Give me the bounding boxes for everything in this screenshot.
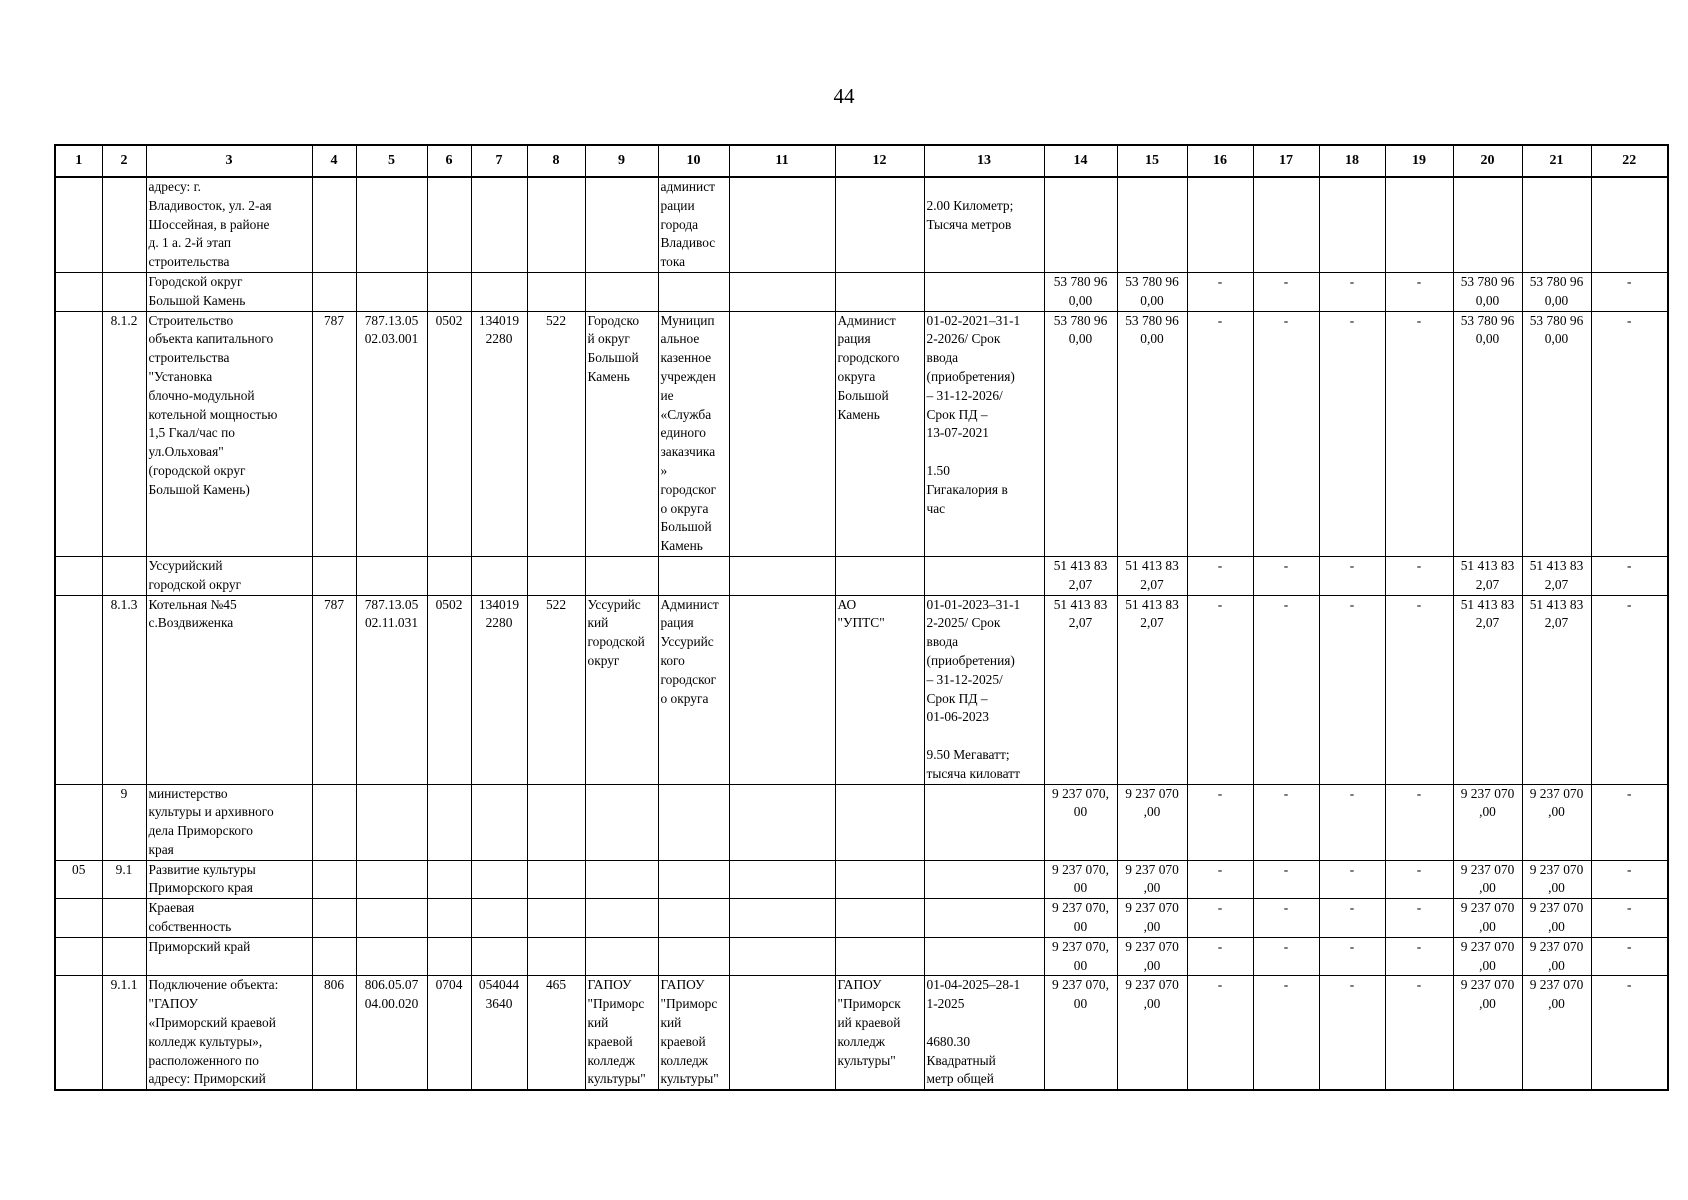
table-cell bbox=[585, 556, 658, 595]
table-cell bbox=[55, 784, 102, 860]
table-cell: - bbox=[1591, 311, 1668, 556]
table-cell: 9 237 070 ,00 bbox=[1117, 937, 1187, 976]
table-cell bbox=[729, 595, 835, 784]
table-cell: ГАПОУ "Приморс кий краевой колледж культуры" bbox=[658, 976, 729, 1090]
header-row bbox=[55, 145, 1668, 177]
table-cell bbox=[1319, 177, 1385, 272]
table-cell: - bbox=[1187, 311, 1253, 556]
table-cell bbox=[658, 784, 729, 860]
table-cell: 9 237 070 ,00 bbox=[1117, 899, 1187, 938]
table-cell: Краевая собственность bbox=[146, 899, 312, 938]
table-cell: Приморский край bbox=[146, 937, 312, 976]
table-cell: - bbox=[1253, 556, 1319, 595]
table-cell bbox=[835, 556, 924, 595]
table-row bbox=[55, 595, 1668, 784]
table-cell bbox=[1591, 177, 1668, 272]
table-cell bbox=[729, 937, 835, 976]
table-cell: - bbox=[1253, 595, 1319, 784]
table-cell: - bbox=[1319, 556, 1385, 595]
table-cell bbox=[729, 556, 835, 595]
table-cell: 9 237 070, 00 bbox=[1044, 937, 1117, 976]
table-cell: 53 780 96 0,00 bbox=[1117, 311, 1187, 556]
table-cell bbox=[427, 860, 471, 899]
table-cell: - bbox=[1253, 976, 1319, 1090]
table-cell bbox=[102, 177, 146, 272]
table-cell bbox=[527, 556, 585, 595]
table-cell bbox=[471, 272, 527, 311]
table-cell: 9.1.1 bbox=[102, 976, 146, 1090]
table-cell: Развитие культуры Приморского края bbox=[146, 860, 312, 899]
column-header: 18 bbox=[1319, 145, 1385, 177]
table-cell: 53 780 96 0,00 bbox=[1522, 272, 1591, 311]
table-cell: 522 bbox=[527, 595, 585, 784]
table-cell bbox=[527, 784, 585, 860]
table-cell: 05 bbox=[55, 860, 102, 899]
column-header: 2 bbox=[102, 145, 146, 177]
table-cell: - bbox=[1187, 937, 1253, 976]
table-cell: - bbox=[1385, 556, 1453, 595]
table-cell: 51 413 83 2,07 bbox=[1044, 595, 1117, 784]
table-cell bbox=[658, 899, 729, 938]
table-cell bbox=[835, 899, 924, 938]
table-cell bbox=[312, 177, 356, 272]
table-cell bbox=[924, 860, 1044, 899]
table-cell bbox=[55, 937, 102, 976]
column-header: 21 bbox=[1522, 145, 1591, 177]
table-cell bbox=[729, 976, 835, 1090]
table-cell: 51 413 83 2,07 bbox=[1117, 556, 1187, 595]
table-cell: - bbox=[1591, 976, 1668, 1090]
column-header: 5 bbox=[356, 145, 427, 177]
table-cell bbox=[471, 899, 527, 938]
table-cell: - bbox=[1187, 784, 1253, 860]
table-cell bbox=[427, 272, 471, 311]
table-cell: - bbox=[1253, 937, 1319, 976]
table-cell bbox=[427, 556, 471, 595]
table-cell bbox=[658, 937, 729, 976]
column-header: 7 bbox=[471, 145, 527, 177]
table-cell: - bbox=[1385, 937, 1453, 976]
table-cell bbox=[835, 272, 924, 311]
table-cell: 787 bbox=[312, 311, 356, 556]
table-cell bbox=[312, 272, 356, 311]
table-cell: Уссурийский городской округ bbox=[146, 556, 312, 595]
table-cell: 9 237 070 ,00 bbox=[1453, 899, 1522, 938]
table-cell: - bbox=[1253, 860, 1319, 899]
table-cell bbox=[427, 177, 471, 272]
table-cell: ГАПОУ "Приморс кий краевой колледж культуры" bbox=[585, 976, 658, 1090]
table-cell: 9 237 070 ,00 bbox=[1453, 860, 1522, 899]
table-cell: - bbox=[1385, 595, 1453, 784]
table-cell: 9 237 070, 00 bbox=[1044, 899, 1117, 938]
table-cell: - bbox=[1385, 311, 1453, 556]
table-cell: 787.13.05 02.11.031 bbox=[356, 595, 427, 784]
table-cell: 787.13.05 02.03.001 bbox=[356, 311, 427, 556]
table-cell bbox=[471, 860, 527, 899]
table-cell: 9 237 070 ,00 bbox=[1117, 860, 1187, 899]
table-cell: 9 237 070 ,00 bbox=[1453, 784, 1522, 860]
table-cell bbox=[527, 177, 585, 272]
table-cell bbox=[471, 937, 527, 976]
table-cell bbox=[585, 177, 658, 272]
column-header: 1 bbox=[55, 145, 102, 177]
table-cell: - bbox=[1591, 556, 1668, 595]
table-cell bbox=[924, 784, 1044, 860]
column-header: 3 bbox=[146, 145, 312, 177]
column-header: 16 bbox=[1187, 145, 1253, 177]
table-cell: 01-01-2023–31-1 2-2025/ Срок ввода (приобретения) – 31-12-2025/ Срок ПД – 01-06-2023 9.50 Мегаватт; тысяча киловатт bbox=[924, 595, 1044, 784]
table-cell bbox=[658, 272, 729, 311]
column-header: 13 bbox=[924, 145, 1044, 177]
table-cell bbox=[1522, 177, 1591, 272]
table-cell: - bbox=[1319, 272, 1385, 311]
table-row bbox=[55, 976, 1668, 1090]
table-cell bbox=[585, 272, 658, 311]
table-row bbox=[55, 784, 1668, 860]
table-cell bbox=[1253, 177, 1319, 272]
table-cell: 53 780 96 0,00 bbox=[1522, 311, 1591, 556]
table-cell: - bbox=[1253, 272, 1319, 311]
table-cell bbox=[55, 595, 102, 784]
table-cell: 51 413 83 2,07 bbox=[1453, 556, 1522, 595]
table-cell bbox=[729, 311, 835, 556]
table-cell bbox=[55, 899, 102, 938]
table-cell: 806.05.07 04.00.020 bbox=[356, 976, 427, 1090]
table-cell: 9 237 070, 00 bbox=[1044, 976, 1117, 1090]
table-cell bbox=[729, 177, 835, 272]
table-cell bbox=[658, 556, 729, 595]
table-cell: 9 237 070 ,00 bbox=[1522, 899, 1591, 938]
table-cell: - bbox=[1591, 784, 1668, 860]
table-cell: 8.1.3 bbox=[102, 595, 146, 784]
table-cell bbox=[55, 311, 102, 556]
table-cell bbox=[729, 860, 835, 899]
table-cell: 53 780 96 0,00 bbox=[1453, 311, 1522, 556]
table-cell bbox=[102, 937, 146, 976]
table-cell: министерство культуры и архивного дела Приморского края bbox=[146, 784, 312, 860]
table-cell: 2.00 Километр; Тысяча метров bbox=[924, 177, 1044, 272]
table-cell bbox=[1385, 177, 1453, 272]
table-cell bbox=[924, 272, 1044, 311]
table-cell bbox=[924, 937, 1044, 976]
table-cell: - bbox=[1591, 272, 1668, 311]
table-cell: - bbox=[1319, 899, 1385, 938]
table-cell bbox=[356, 860, 427, 899]
table-cell bbox=[55, 177, 102, 272]
table-cell: - bbox=[1385, 976, 1453, 1090]
table-cell bbox=[1187, 177, 1253, 272]
table-cell: 9 237 070, 00 bbox=[1044, 784, 1117, 860]
table-cell bbox=[55, 976, 102, 1090]
table-cell: 9 237 070, 00 bbox=[1044, 860, 1117, 899]
table-cell bbox=[102, 899, 146, 938]
table-cell: Админист рация Уссурийс кого городског о округа bbox=[658, 595, 729, 784]
table-cell: 9 237 070 ,00 bbox=[1522, 937, 1591, 976]
table-cell: 9 237 070 ,00 bbox=[1453, 937, 1522, 976]
budget-table bbox=[54, 144, 1669, 1091]
table-body bbox=[55, 177, 1668, 1090]
table-cell: 53 780 96 0,00 bbox=[1044, 272, 1117, 311]
table-cell: 806 bbox=[312, 976, 356, 1090]
table-row bbox=[55, 899, 1668, 938]
table-cell: - bbox=[1253, 784, 1319, 860]
table-cell: - bbox=[1591, 937, 1668, 976]
table-cell bbox=[102, 272, 146, 311]
table-row bbox=[55, 860, 1668, 899]
table-cell bbox=[312, 556, 356, 595]
table-cell: админист рации города Владивос тока bbox=[658, 177, 729, 272]
table-cell: 9 237 070 ,00 bbox=[1522, 784, 1591, 860]
table-cell bbox=[427, 937, 471, 976]
table-cell: 53 780 96 0,00 bbox=[1117, 272, 1187, 311]
table-cell bbox=[356, 272, 427, 311]
table-cell: - bbox=[1385, 899, 1453, 938]
column-header: 12 bbox=[835, 145, 924, 177]
table-cell: 53 780 96 0,00 bbox=[1044, 311, 1117, 556]
table-cell: 53 780 96 0,00 bbox=[1453, 272, 1522, 311]
table-cell bbox=[356, 937, 427, 976]
table-cell bbox=[102, 556, 146, 595]
table-cell bbox=[729, 784, 835, 860]
table-cell: - bbox=[1591, 595, 1668, 784]
table-cell bbox=[835, 177, 924, 272]
table-cell: - bbox=[1187, 595, 1253, 784]
table-cell bbox=[356, 177, 427, 272]
table-cell bbox=[55, 272, 102, 311]
table-cell: 9 237 070 ,00 bbox=[1117, 976, 1187, 1090]
table-cell: - bbox=[1319, 860, 1385, 899]
table-cell bbox=[658, 860, 729, 899]
column-header: 15 bbox=[1117, 145, 1187, 177]
table-cell bbox=[356, 899, 427, 938]
table-cell bbox=[1117, 177, 1187, 272]
table-cell: 9.1 bbox=[102, 860, 146, 899]
table-cell: 9 bbox=[102, 784, 146, 860]
table-cell: 134019 2280 bbox=[471, 595, 527, 784]
table-cell: - bbox=[1187, 899, 1253, 938]
table-cell: 0502 bbox=[427, 311, 471, 556]
table-cell: Муницип альное казенное учрежден ие «Служба единого заказчика » городског о округа Большой Камень bbox=[658, 311, 729, 556]
table-cell bbox=[471, 177, 527, 272]
column-header: 11 bbox=[729, 145, 835, 177]
column-header: 17 bbox=[1253, 145, 1319, 177]
table-cell bbox=[585, 899, 658, 938]
column-header: 10 bbox=[658, 145, 729, 177]
table-cell: - bbox=[1319, 311, 1385, 556]
table-cell bbox=[356, 556, 427, 595]
table-cell: 0502 bbox=[427, 595, 471, 784]
table-cell: - bbox=[1187, 860, 1253, 899]
table-cell bbox=[527, 937, 585, 976]
table-cell: 787 bbox=[312, 595, 356, 784]
table-cell: Городско й округ Большой Камень bbox=[585, 311, 658, 556]
table-cell bbox=[835, 784, 924, 860]
table-cell bbox=[312, 860, 356, 899]
table-cell: 054044 3640 bbox=[471, 976, 527, 1090]
table-cell: - bbox=[1385, 272, 1453, 311]
table-cell bbox=[1453, 177, 1522, 272]
table-row bbox=[55, 311, 1668, 556]
table-cell: Подключение объекта: "ГАПОУ «Приморский краевой колледж культуры», расположенного по адресу: Приморский bbox=[146, 976, 312, 1090]
table-cell bbox=[312, 899, 356, 938]
column-header: 4 bbox=[312, 145, 356, 177]
column-header: 14 bbox=[1044, 145, 1117, 177]
table-cell: - bbox=[1187, 976, 1253, 1090]
table-cell bbox=[1044, 177, 1117, 272]
table-cell bbox=[924, 899, 1044, 938]
table-cell: 01-04-2025–28-1 1-2025 4680.30 Квадратный метр общей bbox=[924, 976, 1044, 1090]
table-cell: - bbox=[1385, 784, 1453, 860]
column-header: 22 bbox=[1591, 145, 1668, 177]
table-cell: 465 bbox=[527, 976, 585, 1090]
table-cell: - bbox=[1187, 556, 1253, 595]
table-cell: Котельная №45 с.Воздвиженка bbox=[146, 595, 312, 784]
table-cell bbox=[527, 860, 585, 899]
table-cell: Городской округ Большой Камень bbox=[146, 272, 312, 311]
table-cell: 0704 bbox=[427, 976, 471, 1090]
table-cell bbox=[55, 556, 102, 595]
column-header: 6 bbox=[427, 145, 471, 177]
table-cell: 51 413 83 2,07 bbox=[1522, 556, 1591, 595]
table-row bbox=[55, 177, 1668, 272]
table-cell bbox=[356, 784, 427, 860]
column-header: 8 bbox=[527, 145, 585, 177]
table-cell: адресу: г. Владивосток, ул. 2-ая Шоссейная, в районе д. 1 а. 2-й этап строительства bbox=[146, 177, 312, 272]
table-cell bbox=[471, 784, 527, 860]
table-cell: 51 413 83 2,07 bbox=[1117, 595, 1187, 784]
table-cell: - bbox=[1319, 595, 1385, 784]
table-row bbox=[55, 937, 1668, 976]
table-cell bbox=[427, 899, 471, 938]
table-cell: - bbox=[1319, 784, 1385, 860]
table-cell: 9 237 070 ,00 bbox=[1453, 976, 1522, 1090]
table-cell: 01-02-2021–31-1 2-2026/ Срок ввода (приобретения) – 31-12-2026/ Срок ПД – 13-07-2021 1.50 Гигакалория в час bbox=[924, 311, 1044, 556]
table-cell bbox=[585, 784, 658, 860]
table-cell bbox=[527, 899, 585, 938]
table-cell: Админист рация городского округа Большой Камень bbox=[835, 311, 924, 556]
table-cell: 134019 2280 bbox=[471, 311, 527, 556]
table-cell bbox=[585, 860, 658, 899]
table-cell bbox=[527, 272, 585, 311]
table-cell: - bbox=[1253, 311, 1319, 556]
column-header: 19 bbox=[1385, 145, 1453, 177]
table-cell: - bbox=[1319, 937, 1385, 976]
table-cell: 51 413 83 2,07 bbox=[1453, 595, 1522, 784]
table-cell: 51 413 83 2,07 bbox=[1044, 556, 1117, 595]
table-cell bbox=[835, 937, 924, 976]
table-row bbox=[55, 272, 1668, 311]
table-cell: - bbox=[1591, 860, 1668, 899]
table-cell bbox=[312, 937, 356, 976]
table-cell: АО "УПТС" bbox=[835, 595, 924, 784]
table-cell bbox=[729, 272, 835, 311]
table-cell bbox=[471, 556, 527, 595]
column-header: 9 bbox=[585, 145, 658, 177]
table-cell: 9 237 070 ,00 bbox=[1522, 860, 1591, 899]
table-cell: - bbox=[1385, 860, 1453, 899]
table-cell bbox=[312, 784, 356, 860]
table-cell bbox=[924, 556, 1044, 595]
table-cell: ГАПОУ "Приморск ий краевой колледж культуры" bbox=[835, 976, 924, 1090]
table-cell bbox=[585, 937, 658, 976]
column-header: 20 bbox=[1453, 145, 1522, 177]
table-cell: - bbox=[1187, 272, 1253, 311]
table-cell: 8.1.2 bbox=[102, 311, 146, 556]
table-cell bbox=[729, 899, 835, 938]
table-row bbox=[55, 556, 1668, 595]
table-cell: 522 bbox=[527, 311, 585, 556]
table-cell: - bbox=[1319, 976, 1385, 1090]
table-cell: Уссурийс кий городской округ bbox=[585, 595, 658, 784]
table-cell: - bbox=[1591, 899, 1668, 938]
table-cell: - bbox=[1253, 899, 1319, 938]
table-cell bbox=[835, 860, 924, 899]
table-cell bbox=[427, 784, 471, 860]
table-cell: 51 413 83 2,07 bbox=[1522, 595, 1591, 784]
table-cell: 9 237 070 ,00 bbox=[1522, 976, 1591, 1090]
page-number: 44 bbox=[833, 84, 855, 108]
table-cell: Строительство объекта капитального строительства "Установка блочно-модульной котельной мощностью 1,5 Гкал/час по ул.Ольховая" (городской округ Большой Камень) bbox=[146, 311, 312, 556]
table-cell: 9 237 070 ,00 bbox=[1117, 784, 1187, 860]
